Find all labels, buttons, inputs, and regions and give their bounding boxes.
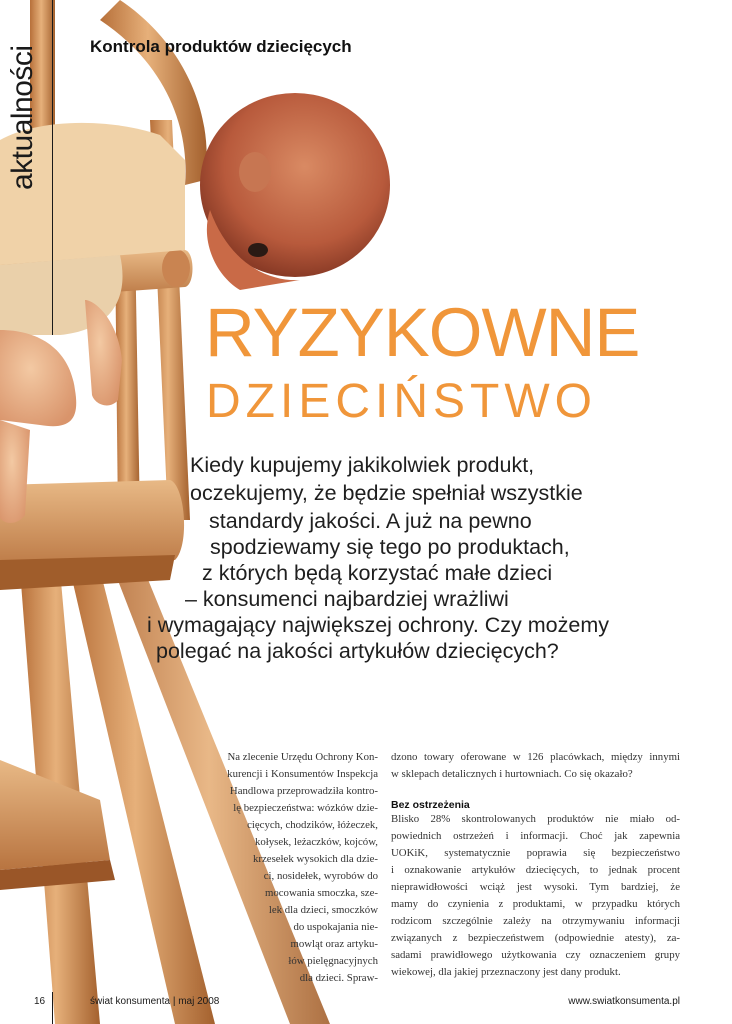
body-text-line: związanych z bezpieczeństwem (odpowiednie atesty), za- (391, 932, 680, 944)
page-number: 16 (34, 996, 46, 1007)
lead-line: oczekujemy, że będzie spełniał wszystkie (190, 481, 583, 505)
headline-line-1: RYZYKOWNE (205, 294, 640, 371)
body-text-line: mamy do czynienia z produktami, w przypadku których (391, 898, 680, 910)
lead-line: polegać na jakości artykułów dziecięcych? (156, 639, 559, 663)
section-divider (52, 0, 53, 335)
body-text-line: do uspokajania nie- (293, 921, 378, 933)
body-text-line: w sklepach detalicznych i hurtowniach. Co się okazało? (391, 768, 633, 780)
kicker: Kontrola produktów dziecięcych (90, 37, 352, 56)
headline-line-2: DZIECIŃSTWO (206, 375, 597, 428)
lead-line: Kiedy kupujemy jakikolwiek produkt, (190, 453, 535, 477)
lead-line: spodziewamy się tego po produktach, (210, 535, 570, 559)
body-text-line: lek dla dzieci, smoczków (268, 904, 378, 916)
body-text-line: rodzicom szczególnie zależy na otrzymywaniu informacji (391, 915, 680, 927)
body-text-line: powiednich ostrzeżeń i informacji. Choć jak zapewnia (391, 830, 680, 842)
lead-line: standardy jakości. A już na pewno (209, 509, 532, 533)
body-text-line: wiekowej, dla jakiej przeznaczony jest dany produkt. (391, 966, 621, 978)
body-text-line: UOKiK, systematycznie poprawia się bezpieczeństwo (391, 847, 680, 859)
body-text-line: sadami prawidłowego użytkowania czy oznaczeniem grupy (391, 949, 680, 961)
body-text-line: nieprawidłowości wciąż jest wysoki. Tym bardziej, że (391, 881, 680, 893)
body-text-line: lę bezpieczeństwa: wózków dzie- (233, 802, 378, 814)
body-text-line: dzono towary oferowane w 126 placówkach, między innymi (391, 751, 680, 763)
lead-line: z których będą korzystać małe dzieci (202, 561, 553, 585)
body-text-line: kołysek, leżaczków, kojców, (254, 836, 378, 848)
body-text-line: cięcych, chodzików, łóżeczek, (247, 819, 378, 831)
body-text-line: kurencji i Konsumentów Inspekcja (227, 768, 378, 780)
body-text-line: Na zlecenie Urzędu Ochrony Kon- (227, 751, 378, 763)
magazine-issue: świat konsumenta | maj 2008 (90, 996, 220, 1007)
body-text-line: ci, nosidełek, wyrobów do (263, 870, 378, 882)
section-label: aktualności (6, 45, 39, 190)
subheading: Bez ostrzeżenia (391, 799, 470, 811)
body-text-line: mocowania smoczka, sze- (264, 887, 378, 899)
lead-line: – konsumenci najbardziej wrażliwi (185, 587, 509, 611)
body-text-line: i oznakowanie artykułów dziecięcych, to jednak procent (391, 864, 680, 876)
body-text-line: Handlowa przeprowadziła kontro- (229, 785, 378, 797)
body-text-line: łów pielęgnacyjnych (288, 955, 378, 967)
website-url: www.swiatkonsumenta.pl (568, 996, 680, 1007)
body-text-line: Blisko 28% skontrolowanych produktów nie miało od- (391, 813, 680, 825)
body-text-line: dla dzieci. Spraw- (299, 972, 378, 984)
lead-line: i wymagający największej ochrony. Czy możemy (147, 613, 609, 637)
footer-divider (52, 992, 53, 1024)
body-text-line: krzesełek wysokich dla dzie- (252, 853, 378, 865)
body-text-line: mowląt oraz artyku- (290, 938, 378, 950)
